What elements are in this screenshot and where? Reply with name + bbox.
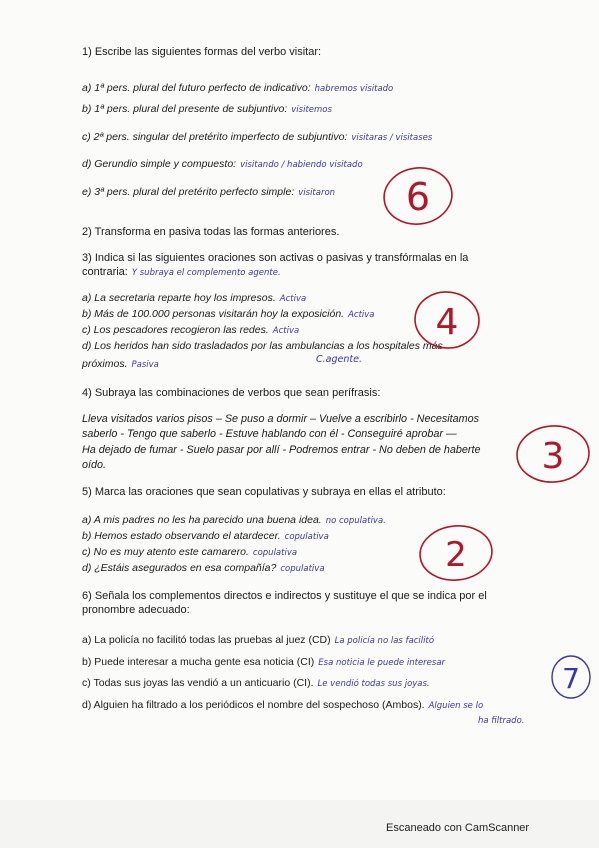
q1-item-a [82, 82, 393, 94]
q6-item-d [82, 699, 483, 711]
q3-item-d-answer: Pasiva [131, 360, 159, 370]
q1-item-e-label: e) 3ª pers. plural del pretérito perfecto simple: [82, 186, 295, 198]
q6-grade: 7 [562, 662, 580, 695]
q3-title-cont [82, 266, 281, 278]
q5-grade: 2 [445, 535, 467, 575]
q1-item-d-answer: visitando / habiendo visitado [240, 160, 363, 170]
q3-item-c-label: c) Los pescadores recogieron las redes. [82, 324, 269, 336]
q5-item-b-label: b) Hemos estado observando el atardecer. [82, 530, 281, 542]
q1-grade: 6 [405, 175, 431, 219]
scanner-footer: Escaneado con CamScanner [386, 822, 530, 834]
q5-item-a-label: a) A mis padres no les ha parecido una buena idea. [82, 514, 322, 526]
q5-item-c-answer: copulativa [252, 548, 298, 558]
q3-item-b-label: b) Más de 100.000 personas visitarán hoy la exposición. [82, 308, 345, 320]
q5-item-b [82, 530, 329, 542]
q1-grade-circle [378, 162, 458, 230]
q1-item-b [82, 103, 332, 115]
q5-item-b-answer: copulativa [284, 532, 329, 542]
q4-line-3: Ha dejado de fumar - Suelo pasar por allí - Podremos entrar - No deben de haberte [82, 444, 481, 456]
q1-item-b-label: b) 1ª pers. plural del presente de subjuntivo: [82, 103, 288, 115]
q1-item-a-label: a) 1ª pers. plural del futuro perfecto de indicativo: [82, 82, 311, 94]
q5-item-d-label: d) ¿Estáis asegurados en esa compañía? [82, 562, 277, 574]
q3-item-d-cont [82, 358, 159, 370]
q1-item-b-answer: visitemos [291, 105, 332, 115]
q1-item-c [82, 131, 432, 143]
q5-item-d-answer: copulativa [280, 564, 325, 574]
q1-item-d-label: d) Gerundio simple y compuesto: [82, 158, 237, 170]
q4-line-2: saberlo - Tengo que saberlo - Estuve hablando con él - Conseguiré aprobar — [82, 428, 457, 440]
q4-title: 4) Subraya las combinaciones de verbos que sean perífrasis: [82, 387, 381, 399]
q6-item-a [82, 634, 434, 646]
q6-item-d-label: d) Alguien ha filtrado a los periódicos el nombre del sospechoso (Ambos). [82, 699, 425, 711]
q5-item-c-label: c) No es muy atento este camarero. [82, 546, 249, 558]
q6-item-b-answer: Esa noticia le puede interesar [318, 658, 446, 668]
q6-item-d-answer: Alguien se lo [428, 701, 484, 711]
q6-item-a-answer: La policía no las facilitó [334, 636, 435, 646]
q5-grade-circle [414, 520, 498, 586]
q1-title: 1) Escribe las siguientes formas del verbo visitar: [82, 46, 322, 58]
q3-title: 3) Indica si las siguientes oraciones son activas o pasivas y transfórmalas en la [82, 252, 469, 264]
q3-grade: 4 [435, 302, 459, 343]
q6-item-c-label: c) Todas sus joyas las vendió a un anticuario (CI). [82, 677, 314, 689]
q6-item-b-label: b) Puede interesar a mucha gente esa noticia (CI) [82, 656, 315, 668]
q3-grade-circle [408, 286, 486, 354]
q5-title: 5) Marca las oraciones que sean copulativas y subraya en ellas el atributo: [82, 486, 446, 498]
q3-item-a-answer: Activa [279, 294, 307, 304]
q3-item-a [82, 292, 306, 304]
q5-item-a [82, 514, 386, 526]
q3-item-b [82, 308, 375, 320]
q5-item-a-answer: no copulativa. [325, 516, 386, 526]
q6-item-c [82, 677, 430, 689]
q4-grade: 3 [541, 436, 565, 477]
q4-line-4: oído. [82, 459, 107, 471]
q3-agent-note: C.agente. [316, 354, 362, 365]
q4-line-1: Lleva visitados varios pisos – Se puso a dormir – Vuelve a escribirlo - Necesitamos [82, 413, 480, 425]
q4-grade-circle [512, 420, 594, 488]
q3-title2: contraria: [82, 266, 128, 278]
q6-item-d-answer-cont: ha filtrado. [478, 716, 525, 726]
q6-grade-circle [548, 652, 594, 702]
q6-item-c-answer: Le vendió todas sus joyas. [317, 679, 430, 689]
q2-title: 2) Transforma en pasiva todas las formas anteriores. [82, 226, 340, 238]
q1-item-e-answer: visitaron [298, 188, 336, 198]
q6-item-b [82, 656, 445, 668]
q1-item-c-label: c) 2ª pers. singular del pretérito imperfecto de subjuntivo: [82, 131, 348, 143]
q5-item-c [82, 546, 297, 558]
q1-item-c-answer: visitaras / visitases [351, 133, 433, 143]
q5-item-d [82, 562, 325, 574]
q3-item-d-label2: próximos. [82, 358, 128, 370]
q6-item-a-label: a) La policía no facilitó todas las pruebas al juez (CD) [82, 634, 331, 646]
q6-title: 6) Señala los complementos directos e indirectos y sustituye el que se indica por el [82, 590, 487, 602]
q3-item-c [82, 324, 299, 336]
q3-item-c-answer: Activa [272, 326, 300, 336]
q3-item-d: d) Los heridos han sido trasladados por las ambulancias a los hospitales más [82, 340, 443, 352]
q1-item-e [82, 186, 335, 198]
q3-note: Y subraya el complemento agente. [131, 268, 281, 278]
q3-item-a-label: a) La secretaria reparte hoy los impresos. [82, 292, 276, 304]
q3-item-b-answer: Activa [348, 310, 375, 320]
q6-title-cont: pronombre adecuado: [82, 604, 190, 616]
q1-item-a-answer: habremos visitado [314, 84, 394, 94]
q1-item-d [82, 158, 363, 170]
